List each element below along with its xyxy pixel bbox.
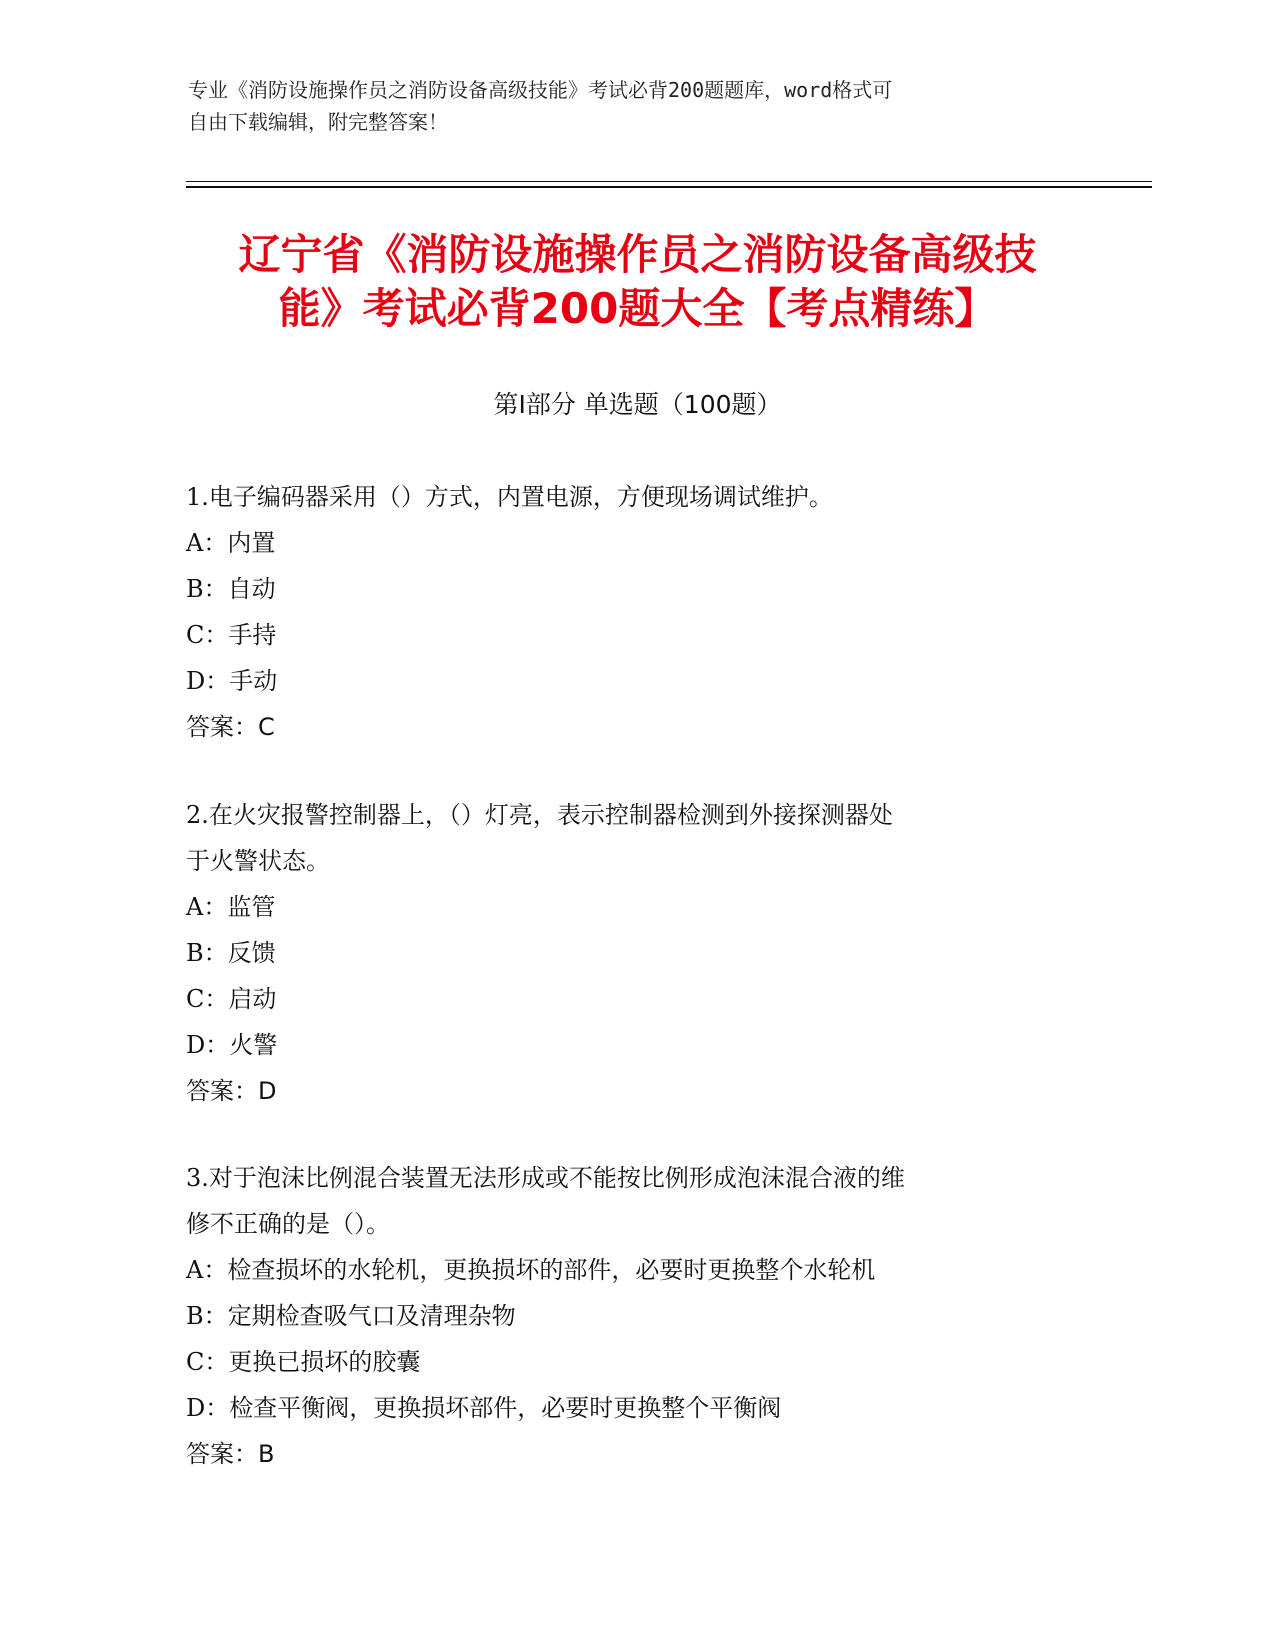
header-divider-thick [186,186,1152,188]
option-b: B：定期检查吸气口及清理杂物 [186,1302,516,1330]
option-a: A：内置 [186,529,276,557]
question-1 [186,474,1086,750]
document-title-line-1: 辽宁省《消防设施操作员之消防设备高级技 [238,230,1037,279]
question-stem-line: 1.电子编码器采用（）方式，内置电源，方便现场调试维护。 [186,483,833,511]
option-d: D：火警 [186,1031,278,1059]
answer: 答案：D [186,1077,277,1105]
question-stem-line: 3.对于泡沫比例混合装置无法形成或不能按比例形成泡沫混合液的维 [186,1164,905,1192]
answer: 答案：B [186,1440,275,1468]
question-3 [186,1155,1086,1477]
option-c: C：更换已损坏的胶囊 [186,1348,421,1376]
question-stem-line: 2.在火灾报警控制器上，（）灯亮，表示控制器检测到外接探测器处 [186,801,893,829]
option-d: D：检查平衡阀，更换损坏部件，必要时更换整个平衡阀 [186,1394,782,1422]
header-note-line-1: 专业《消防设施操作员之消防设备高级技能》考试必背200题题库，word格式可 [188,78,893,102]
question-2 [186,792,1086,1114]
document-title [170,228,1105,336]
question-stem-line: 于火警状态。 [186,847,330,875]
question-stem [186,1155,1086,1247]
option-a: A：监管 [186,893,276,921]
option-a: A：检查损坏的水轮机，更换损坏的部件，必要时更换整个水轮机 [186,1256,876,1284]
question-stem-line: 修不正确的是（）。 [186,1210,390,1238]
header-note-line-2: 自由下载编辑，附完整答案！ [188,110,448,134]
question-stem [186,474,1086,520]
option-c: C：手持 [186,621,277,649]
question-stem [186,792,1086,884]
header-divider-thin [186,181,1152,182]
option-c: C：启动 [186,985,277,1013]
answer: 答案：C [186,713,275,741]
header-note [188,74,1088,138]
section-title: 第I部分 单选题（100题） [493,390,782,419]
option-b: B：自动 [186,575,276,603]
option-d: D：手动 [186,667,278,695]
document-title-line-2: 能》考试必背200题大全【考点精练】 [278,284,997,333]
option-b: B：反馈 [186,939,276,967]
